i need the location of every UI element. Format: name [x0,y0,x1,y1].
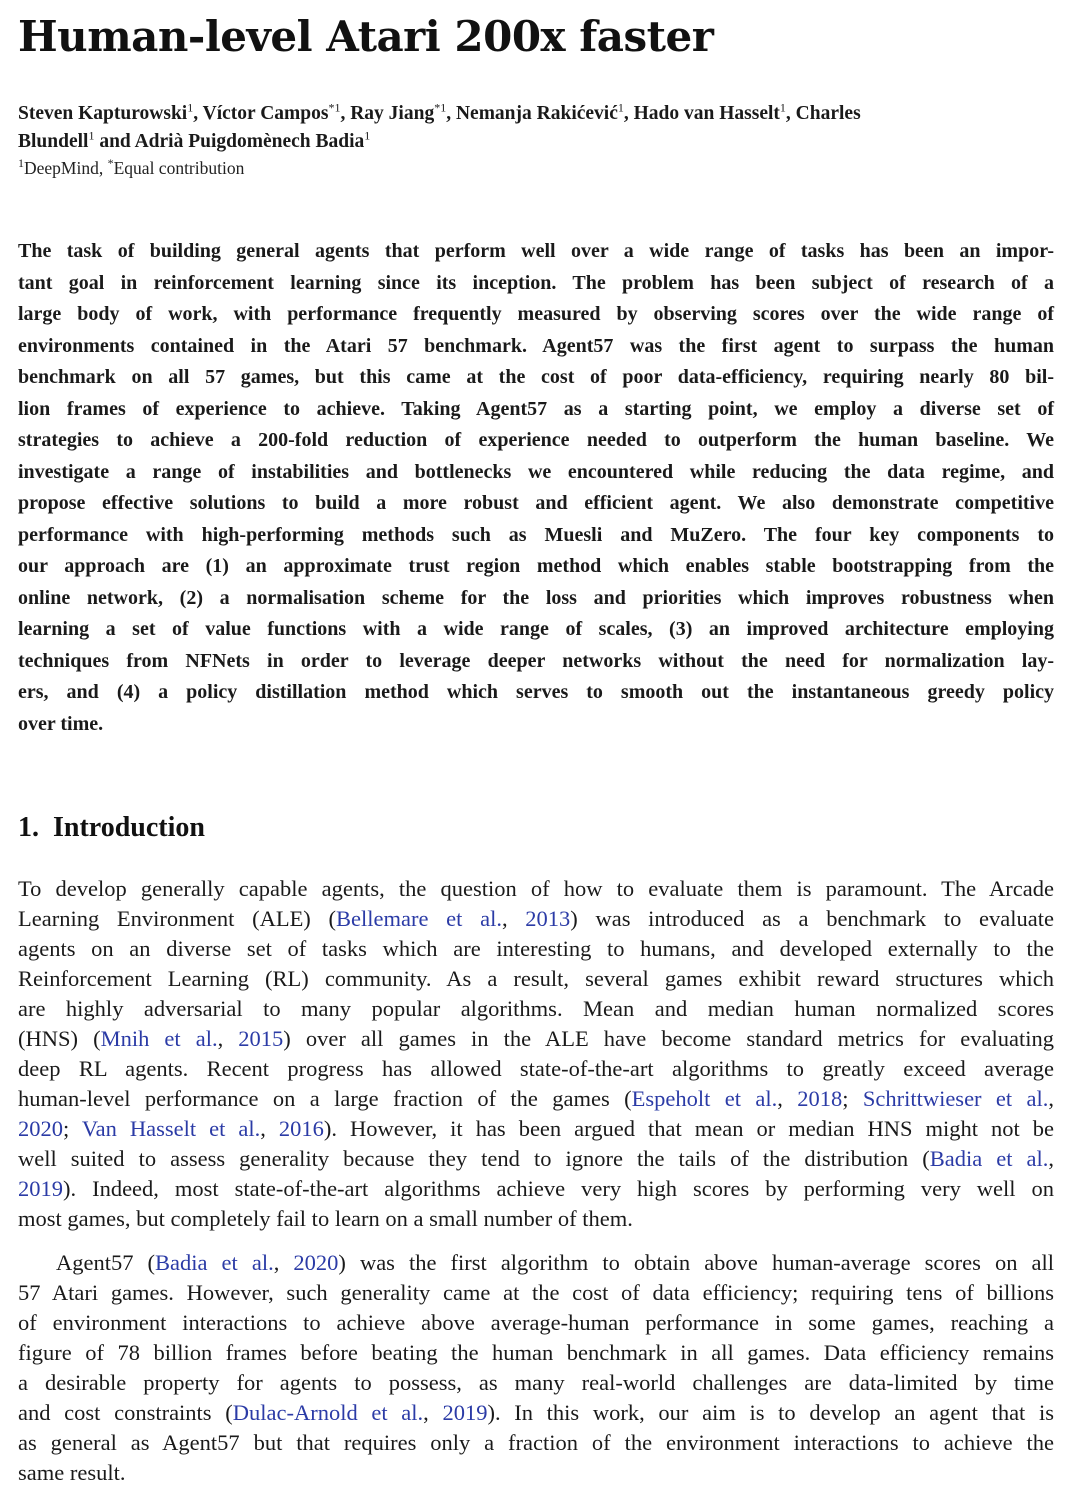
paragraph-line: same result. [18,1460,126,1485]
citation-link[interactable]: 2020 [18,1116,63,1141]
citation-link[interactable]: 2016 [278,1116,324,1141]
author-affiliation-marker: 1 [364,128,371,143]
section-title: Introduction [53,812,205,843]
paragraph-line: 2019). Indeed, most state-of-the-art algorithms achieve very high scores by performing very well on [18,1176,1054,1201]
paragraph-line: human-level performance on a large fraction of the games (Espeholt et al., 2018; Schrittwieser et al., [18,1086,1055,1111]
author-affiliation-marker: 1 [88,128,95,143]
abstract-line: lion frames of experience to achieve. Taking Agent57 as a starting point, we employ a diverse set of [18,397,1054,420]
abstract-line: ers, and (4) a policy distillation method which serves to smooth out the instantaneous greedy policy [18,681,1054,703]
citation-link[interactable]: Mnih et al. [100,1026,218,1051]
citation-link[interactable]: Badia et al. [929,1146,1049,1171]
paragraph-line: well suited to assess generality because they tend to ignore the tails of the distribution (Badia et al., [18,1146,1054,1171]
paragraph-line: 2020; Van Hasselt et al., 2016). However, it has been argued that mean or median HNS might not be [18,1116,1054,1141]
abstract-line: strategies to achieve a 200-fold reduction of experience needed to outperform the human baseline. We [18,429,1054,451]
abstract-line: learning a set of value functions with a wide range of scales, (3) an improved architecture employing [18,618,1054,640]
citation-link[interactable]: Bellemare et al. [336,906,502,931]
author-name: Steven Kapturowski [18,103,188,124]
abstract-line: online network, (2) a normalisation scheme for the loss and priorities which improves robustness when [18,586,1054,609]
paragraph-line: of environment interactions to achieve above average-human performance in some games, reaching a [18,1310,1054,1335]
affiliation-marker: 1 [18,156,24,171]
citation-link[interactable]: 2015 [238,1026,284,1051]
abstract-line: over time. [18,712,104,735]
affiliation-org: DeepMind, [24,158,108,178]
paragraph-line: and cost constraints (Dulac-Arnold et al., 2019). In this work, our aim is to develop an agent that is [18,1400,1054,1425]
author-name: Charles [795,103,861,124]
abstract-line: our approach are (1) an approximate trust region method which enables stable bootstrapping from the [18,555,1054,577]
intro-paragraph-1 [18,874,1054,1234]
citation-link[interactable]: 2020 [293,1250,339,1275]
paragraph-line: Learning Environment (ALE) (Bellemare et al., 2013) was introduced as a benchmark to evaluate [18,906,1054,931]
abstract-line: large body of work, with performance frequently measured by observing scores over the wide range of [18,303,1054,325]
affiliation [18,158,244,179]
paragraph-line: most games, but completely fail to learn on a small number of them. [18,1206,633,1231]
author-affiliation-marker: 1 [779,100,786,115]
author-name: Adrià Puigdomènech Badia [134,131,365,152]
author-line-2: Blundell$^1$ and Adrià Puigdomènech Badia$^1$ [18,128,371,152]
paragraph-line: (HNS) (Mnih et al., 2015) over all games in the ALE have become standard metrics for evaluating [18,1026,1054,1051]
paragraph-line: a desirable property for agents to possess, as many real-world challenges are data-limited by time [18,1370,1054,1395]
abstract-line: propose effective solutions to build a more robust and efficient agent. We also demonstrate competitive [18,492,1054,514]
citation-link[interactable]: Dulac-Arnold et al. [232,1400,424,1425]
author-name: Ray Jiang [350,103,435,124]
author-line-1: Steven Kapturowski$^1$, Víctor Campos$^{*1}$, Ray Jiang$^{*1}$, Nemanja Rakićević$^1$, Hado van Hasselt$^1$, Charles [18,100,861,124]
paper-title: Human-level Atari 200x faster [18,12,714,61]
author-list [18,100,1058,156]
author-name: Nemanja Rakićević [455,103,618,124]
author-name: Blundell [18,131,89,152]
author-name: Víctor Campos [202,103,329,124]
abstract-line: tant goal in reinforcement learning since its inception. The problem has been subject of research of a [18,271,1054,294]
author-name: Hado van Hasselt [633,103,780,124]
abstract-line: benchmark on all 57 games, but this came at the cost of poor data-efficiency, requiring nearly 80 bil- [18,366,1054,388]
abstract-line: performance with high-performing methods such as Muesli and MuZero. The four key components to [18,523,1054,546]
citation-link[interactable]: 2018 [797,1086,843,1111]
paragraph-line: deep RL agents. Recent progress has allowed state-of-the-art algorithms to greatly exceed average [18,1056,1054,1081]
abstract [18,236,1054,740]
paragraph-line: Agent57 (Badia et al., 2020) was the first algorithm to obtain above human-average scores on all [56,1250,1054,1275]
citation-link[interactable]: 2019 [442,1400,488,1425]
citation-link[interactable]: 2013 [525,906,571,931]
abstract-line: The task of building general agents that perform well over a wide range of tasks has been an impor- [18,240,1054,262]
citation-link[interactable]: Schrittwieser et al. [862,1086,1049,1111]
equal-contribution-marker: * [107,156,114,171]
section-number: 1. [18,812,39,843]
paragraph-line: 57 Atari games. However, such generality came at the cost of data efficiency; requiring tens of billions [18,1280,1054,1305]
abstract-line: environments contained in the Atari 57 benchmark. Agent57 was the first agent to surpass the human [18,334,1054,357]
citation-link[interactable]: Badia et al. [155,1250,274,1275]
intro-paragraph-2 [18,1248,1054,1488]
paragraph-line: Reinforcement Learning (RL) community. As a result, several games exhibit reward structures which [18,966,1054,991]
author-affiliation-marker: 1 [617,100,624,115]
abstract-line: techniques from NFNets in order to leverage deeper networks without the need for normalization lay- [18,649,1054,672]
author-affiliation-marker: *1 [434,100,447,115]
author-affiliation-marker: *1 [328,100,341,115]
author-affiliation-marker: 1 [187,100,194,115]
paragraph-line: figure of 78 billion frames before beating the human benchmark in all games. Data efficiency remains [18,1340,1054,1365]
section-heading-introduction [18,812,205,844]
paragraph-line: agents on an diverse set of tasks which are interesting to humans, and developed externally to the [18,936,1054,961]
citation-link[interactable]: Van Hasselt et al. [81,1116,261,1141]
citation-link[interactable]: Espeholt et al. [631,1086,778,1111]
citation-link[interactable]: 2019 [18,1176,63,1201]
paragraph-line: are highly adversarial to many popular algorithms. Mean and median human normalized scores [18,996,1054,1021]
paragraph-line: as general as Agent57 but that requires only a fraction of the environment interactions to achieve the [18,1430,1054,1455]
paragraph-line: To develop generally capable agents, the question of how to evaluate them is paramount. The Arcade [18,876,1054,901]
equal-contribution-note: Equal contribution [113,158,245,178]
abstract-line: investigate a range of instabilities and bottlenecks we encountered while reducing the data regime, and [18,460,1054,483]
